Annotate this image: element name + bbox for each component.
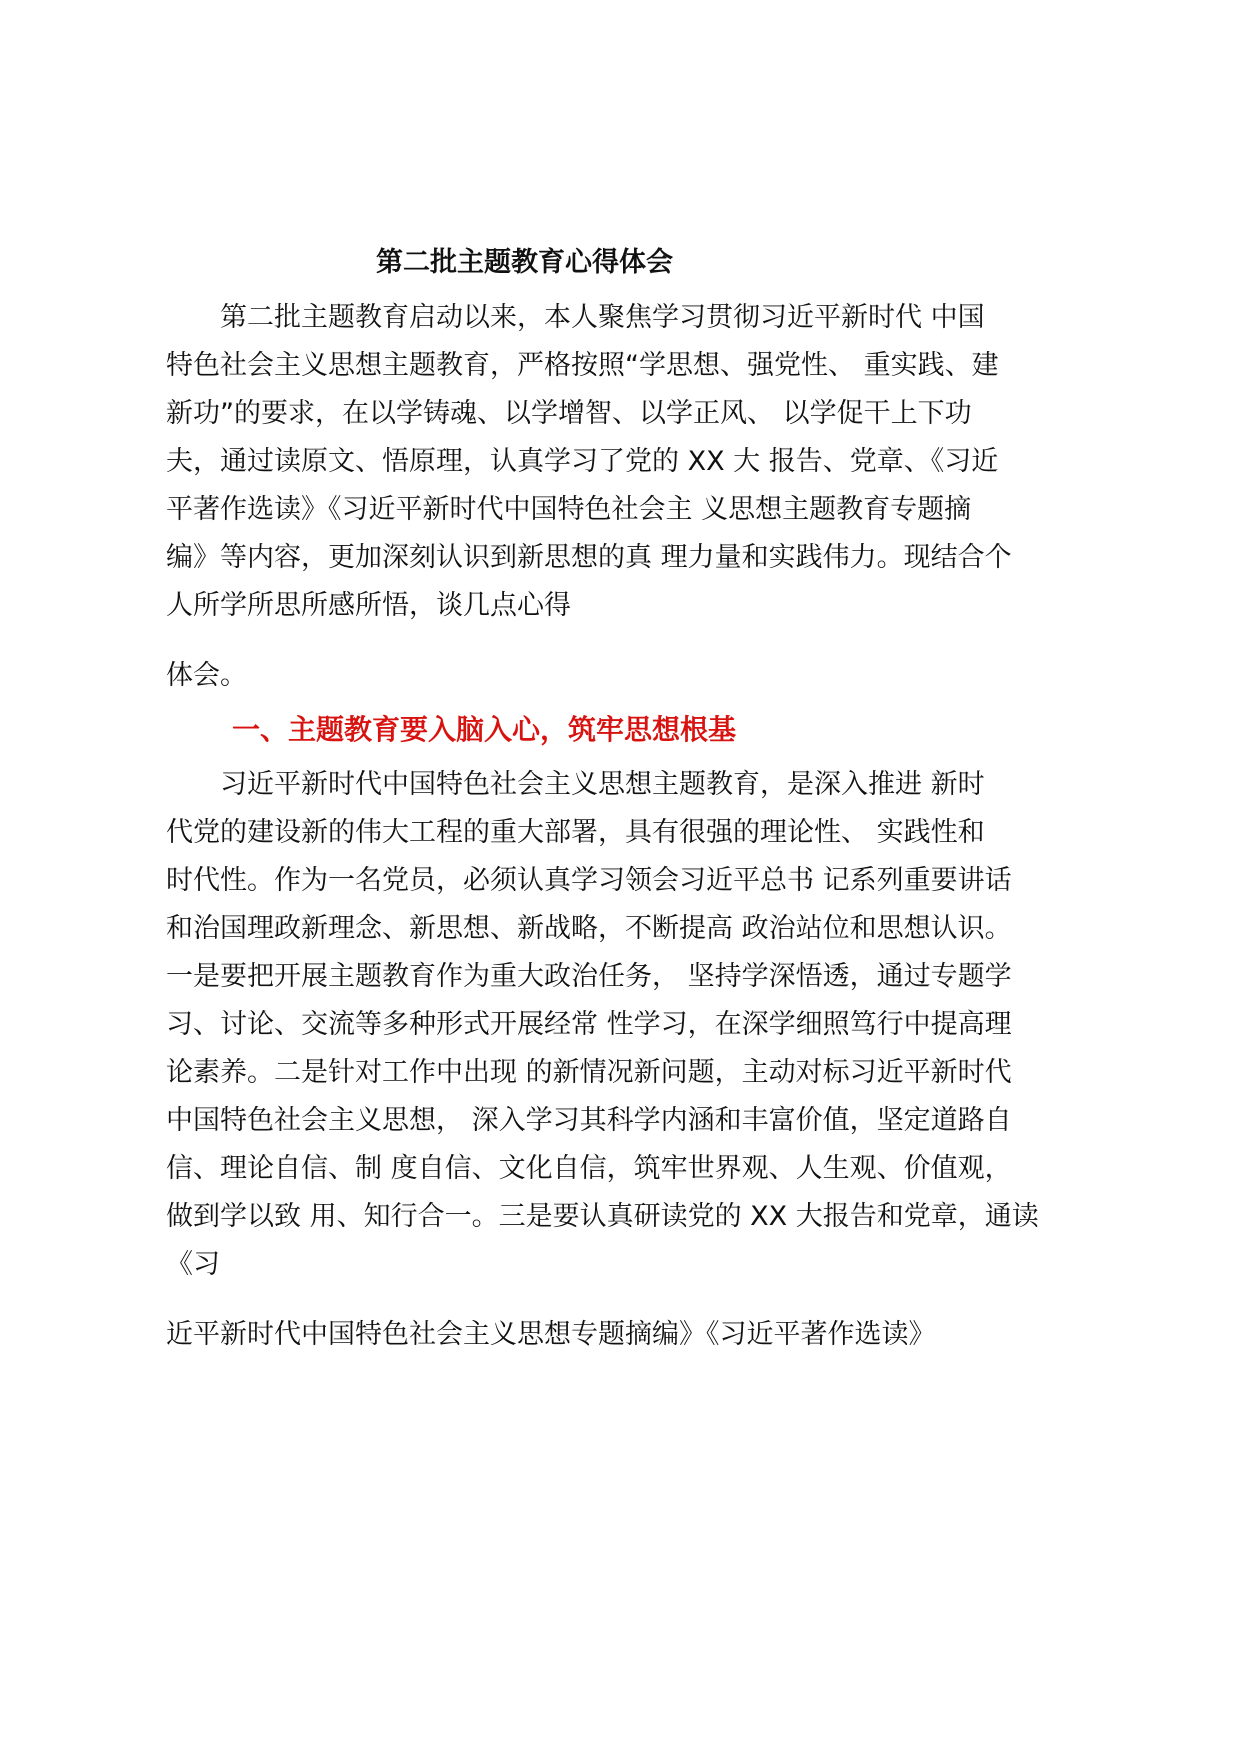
- paragraph-2-line-10: 做到学以致 用、知行合一。三是要认真研读党的 XX 大报告和党章，通读: [166, 1201, 1039, 1232]
- paragraph-1-line-2: 特色社会主义思想主题教育，严格按照“学思想、强党性、 重实践、建: [166, 350, 999, 381]
- paragraph-1-tail: 体会。: [166, 660, 247, 691]
- paragraph-2-line-3: 时代性。作为一名党员，必须认真学习领会习近平总书 记系列重要讲话: [166, 865, 1012, 896]
- paragraph-2-line-6: 习、讨论、交流等多种形式开展经常 性学习，在深学细照笃行中提高理: [166, 1009, 1012, 1040]
- paragraph-2-line-4: 和治国理政新理念、新思想、新战略，不断提高 政治站位和思想认识。: [166, 913, 1012, 944]
- paragraph-2-line-2: 代党的建设新的伟大工程的重大部署，具有很强的理论性、 实践性和: [166, 817, 985, 848]
- paragraph-2-line-8: 中国特色社会主义思想， 深入学习其科学内涵和丰富价值，坚定道路自: [166, 1105, 1012, 1136]
- paragraph-1-line-7: 人所学所思所感所悟，谈几点心得: [166, 590, 571, 621]
- paragraph-1-line-1: 第二批主题教育启动以来，本人聚焦学习贯彻习近平新时代 中国: [166, 302, 985, 333]
- paragraph-2-line-1: 习近平新时代中国特色社会主义思想主题教育，是深入推进 新时: [166, 769, 985, 800]
- paragraph-2-line-9: 信、理论自信、制 度自信、文化自信，筑牢世界观、人生观、价值观，: [166, 1153, 1012, 1184]
- paragraph-1-line-4: 夫，通过读原文、悟原理，认真学习了党的 XX 大 报告、党章、《习近: [166, 446, 999, 477]
- document-title: 第二批主题教育心得体会: [376, 247, 673, 278]
- paragraph-2-line-5: 一是要把开展主题教育作为重大政治任务， 坚持学深悟透，通过专题学: [166, 961, 1012, 992]
- section-1-heading: 一、主题教育要入脑入心，筑牢思想根基: [232, 713, 737, 746]
- paragraph-2-line-11: 《习: [166, 1249, 220, 1280]
- paragraph-1-line-5: 平著作选读》《习近平新时代中国特色社会主 义思想主题教育专题摘: [166, 494, 972, 525]
- paragraph-1-line-6: 编》等内容，更加深刻认识到新思想的真 理力量和实践伟力。现结合个: [166, 542, 1012, 573]
- paragraph-2-line-7: 论素养。二是针对工作中出现 的新情况新问题，主动对标习近平新时代: [166, 1057, 1012, 1088]
- paragraph-2-tail: 近平新时代中国特色社会主义思想专题摘编》《习近平著作选读》: [166, 1319, 936, 1350]
- paragraph-1-line-3: 新功”的要求，在以学铸魂、以学增智、以学正风、 以学促干上下功: [166, 398, 972, 429]
